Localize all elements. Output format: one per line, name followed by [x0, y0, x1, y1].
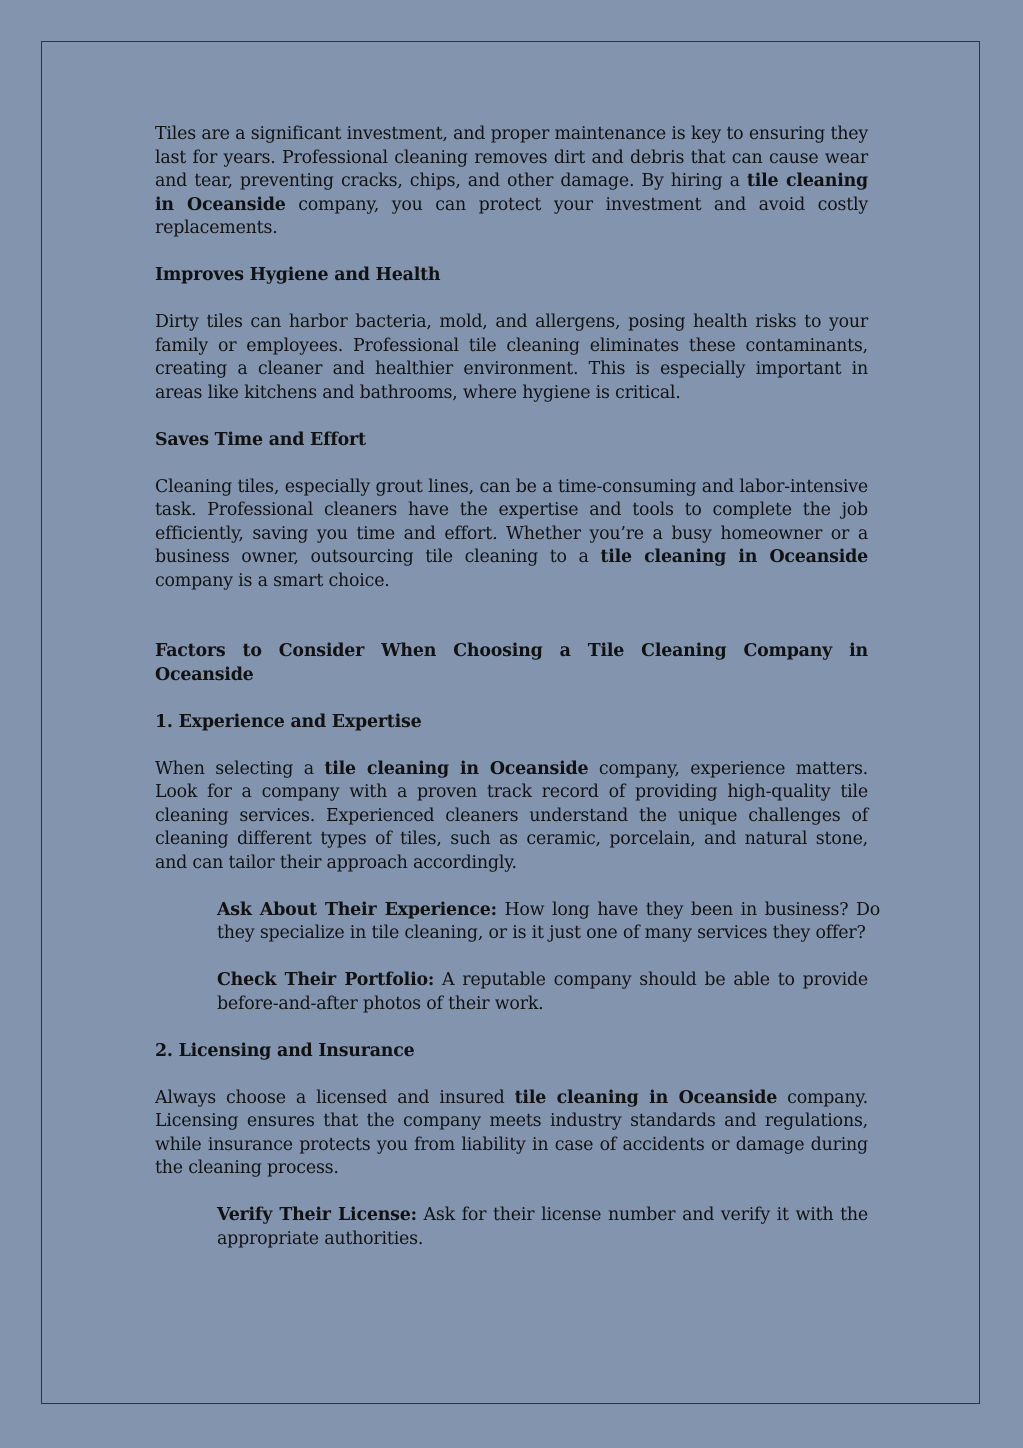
item-text: How long have they been in business? Do they specialize in tile cleaning, or is it just one of many services they offer?	[217, 899, 880, 943]
heading-licensing: 2. Licensing and Insurance	[155, 1040, 415, 1061]
portfolio-item	[217, 969, 868, 1016]
intro-paragraph	[155, 123, 868, 241]
heading-factors: Factors to Consider When Choosing a Tile Cleaning Company in Oceanside	[155, 641, 868, 685]
text: company, experience matters. Look for a company with a proven track record of providing high-quality tile cleaning services. Experienced cleaners understand the unique challenges of cleaning different types of tiles, such as ceramic, porcelain, and natural stone, and can tailor their approach accordingly.	[155, 758, 868, 873]
text: Cleaning tiles, especially grout lines, can be a time-consuming and labor-intensive task. Professional cleaners have the expertise and tools to complete the job efficiently, saving you time and effort. Whether you’re a busy homeowner or a business owner, outsourcing tile cleaning to a	[155, 476, 868, 567]
verify-license-item	[217, 1204, 868, 1251]
keyword: tile cleaning in Oceanside	[155, 171, 869, 215]
heading-experience: 1. Experience and Expertise	[155, 711, 422, 732]
keyword: tile cleaning in Oceanside	[324, 758, 589, 779]
licensing-paragraph	[155, 1087, 868, 1181]
time-paragraph	[155, 476, 868, 594]
text: company is a smart choice.	[155, 570, 390, 591]
hygiene-paragraph: Dirty tiles can harbor bacteria, mold, and allergens, posing health risks to your family or employees. Professional tile cleaning eliminates these contaminants, creating a cleaner and healthier environment. This is especially important in areas like kitchens and bathrooms, where hygiene is critical.	[155, 312, 868, 403]
ask-experience-item	[217, 899, 880, 946]
text: company. Licensing ensures that the company meets industry standards and regulations, while insurance protects you from liability in case of accidents or damage during the cleaning process.	[155, 1087, 868, 1178]
keyword: tile cleaning in Oceanside	[514, 1087, 778, 1108]
document-body	[155, 123, 880, 1275]
item-label: Check Their Portfolio:	[217, 970, 435, 990]
text: company, you can protect your investment and avoid costly replacements.	[155, 194, 868, 238]
item-text: Ask for their license number and verify it with the appropriate authorities.	[217, 1205, 868, 1249]
keyword: tile cleaning in Oceanside	[600, 547, 868, 567]
heading-time: Saves Time and Effort	[155, 429, 366, 450]
experience-paragraph	[155, 758, 868, 876]
item-text: A reputable company should be able to provide before-and-after photos of their work.	[217, 970, 868, 1014]
item-label: Verify Their License:	[217, 1205, 417, 1225]
item-label: Ask About Their Experience:	[217, 899, 497, 920]
text: Always choose a licensed and insured	[155, 1087, 515, 1108]
text: When selecting a	[155, 758, 325, 779]
heading-hygiene: Improves Hygiene and Health	[155, 265, 441, 285]
text: Tiles are a significant investment, and proper maintenance is key to ensuring they last for years. Professional cleaning removes dirt and debris that can cause wear and tear, preventing cracks, chips, and other damage. By hiring a	[155, 124, 868, 191]
